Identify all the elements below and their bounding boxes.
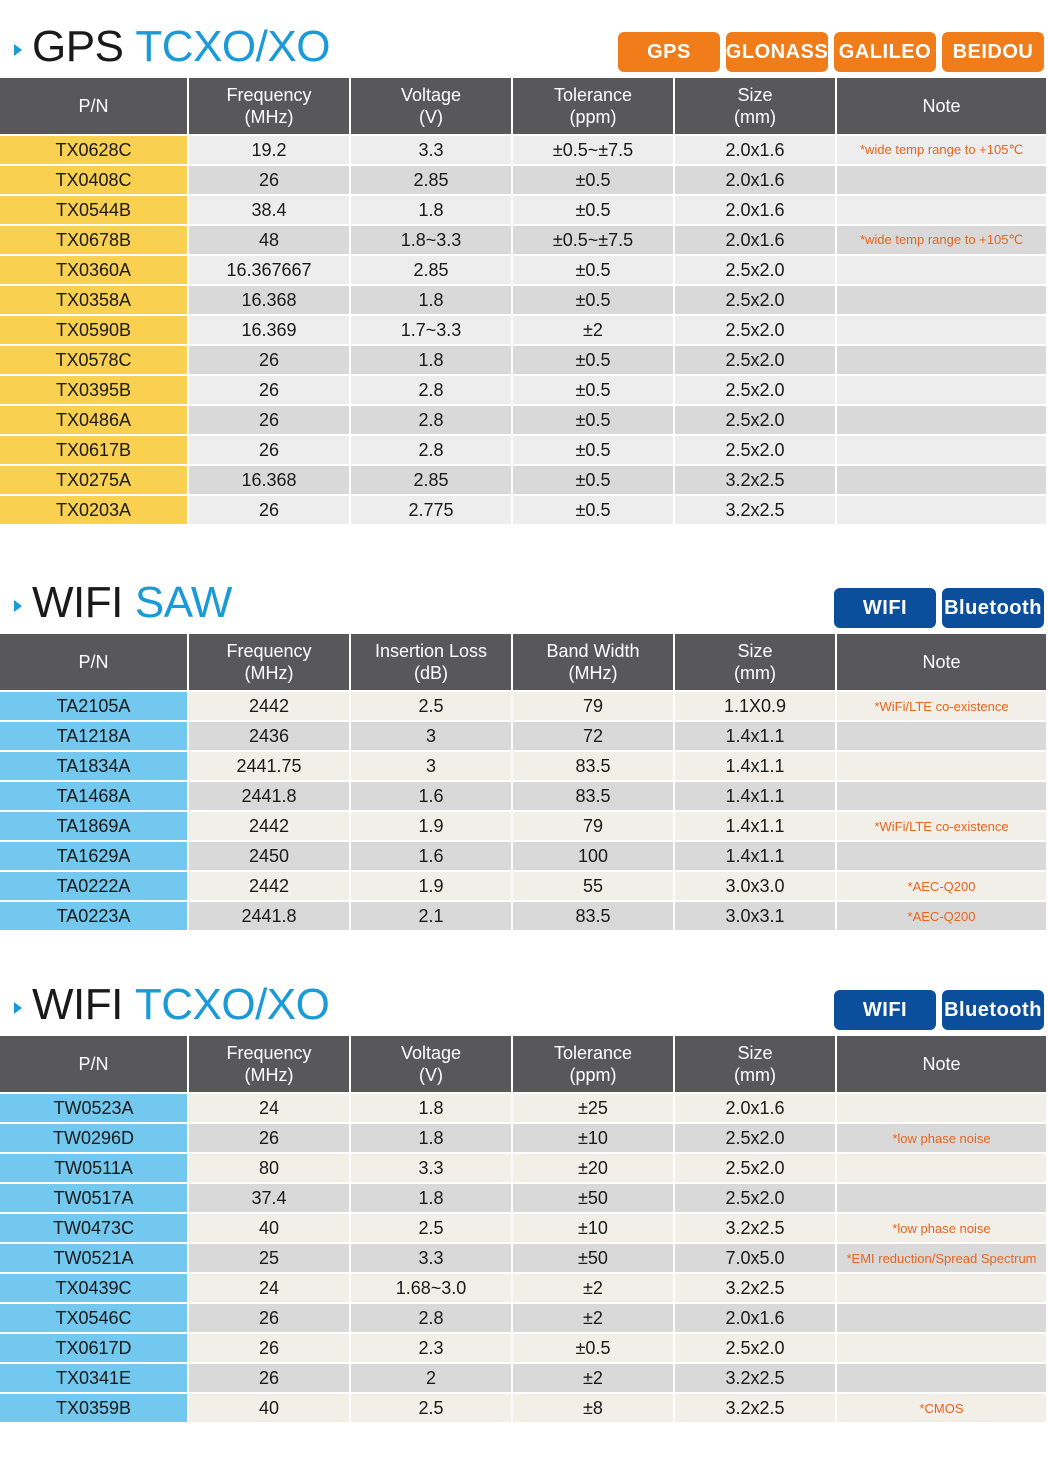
- cell-size: 1.4x1.1: [674, 751, 836, 781]
- cell-frequency: 2450: [188, 841, 350, 871]
- cell-col4: ±2: [512, 1363, 674, 1393]
- cell-note: [836, 1333, 1046, 1363]
- caret-right-icon: [14, 600, 22, 612]
- section-title: WIFI TCXO/XO: [14, 980, 329, 1030]
- cell-col3: 2.8: [350, 1303, 512, 1333]
- table-row: [0, 811, 1046, 841]
- cell-note: [836, 435, 1046, 465]
- table-row: [0, 691, 1046, 721]
- cell-pn: TX0439C: [0, 1273, 188, 1303]
- cell-frequency: 16.367667: [188, 255, 350, 285]
- header-size: Size (mm): [674, 78, 836, 135]
- cell-pn: TX0678B: [0, 225, 188, 255]
- cell-pn: TW0511A: [0, 1153, 188, 1183]
- cell-col3: 1.68~3.0: [350, 1273, 512, 1303]
- cell-frequency: 26: [188, 435, 350, 465]
- cell-note: *AEC-Q200: [836, 871, 1046, 901]
- tag-wifi: WIFI: [834, 990, 936, 1030]
- cell-pn: TX0486A: [0, 405, 188, 435]
- cell-frequency: 26: [188, 1123, 350, 1153]
- cell-frequency: 26: [188, 1303, 350, 1333]
- cell-size: 3.2x2.5: [674, 465, 836, 495]
- cell-note: [836, 165, 1046, 195]
- cell-size: 7.0x5.0: [674, 1243, 836, 1273]
- header-frequency: Frequency (MHz): [188, 1036, 350, 1093]
- header-size: Size (mm): [674, 1036, 836, 1093]
- header-note: Note: [836, 1036, 1046, 1093]
- wifi-saw-table: [0, 634, 1046, 932]
- cell-size: 2.5x2.0: [674, 1123, 836, 1153]
- cell-pn: TA1629A: [0, 841, 188, 871]
- cell-frequency: 80: [188, 1153, 350, 1183]
- tag-galileo: GALILEO: [834, 32, 936, 72]
- cell-col3: 1.6: [350, 841, 512, 871]
- cell-col3: 1.6: [350, 781, 512, 811]
- cell-frequency: 24: [188, 1093, 350, 1123]
- cell-col4: ±50: [512, 1183, 674, 1213]
- header-col3: Voltage (V): [350, 1036, 512, 1093]
- cell-size: 3.2x2.5: [674, 1273, 836, 1303]
- cell-note: [836, 1183, 1046, 1213]
- cell-note: *AEC-Q200: [836, 901, 1046, 931]
- cell-pn: TW0521A: [0, 1243, 188, 1273]
- cell-frequency: 38.4: [188, 195, 350, 225]
- cell-pn: TX0628C: [0, 135, 188, 165]
- cell-pn: TA1869A: [0, 811, 188, 841]
- cell-col4: ±2: [512, 1273, 674, 1303]
- cell-frequency: 26: [188, 495, 350, 525]
- cell-col3: 1.8: [350, 345, 512, 375]
- cell-col3: 3: [350, 751, 512, 781]
- section-title: GPS TCXO/XO: [14, 22, 330, 72]
- table-row: [0, 465, 1046, 495]
- cell-frequency: 19.2: [188, 135, 350, 165]
- table-row: [0, 1393, 1046, 1423]
- caret-right-icon: [14, 44, 22, 56]
- cell-note: *WiFi/LTE co-existence: [836, 691, 1046, 721]
- cell-note: [836, 405, 1046, 435]
- cell-col4: ±0.5: [512, 435, 674, 465]
- cell-pn: TA0223A: [0, 901, 188, 931]
- cell-col3: 1.9: [350, 811, 512, 841]
- cell-note: [836, 345, 1046, 375]
- table-row: [0, 841, 1046, 871]
- cell-col4: 100: [512, 841, 674, 871]
- table-row: [0, 495, 1046, 525]
- cell-size: 2.5x2.0: [674, 1183, 836, 1213]
- cell-size: 1.4x1.1: [674, 781, 836, 811]
- cell-size: 1.4x1.1: [674, 811, 836, 841]
- cell-note: [836, 1153, 1046, 1183]
- cell-size: 2.0x1.6: [674, 1093, 836, 1123]
- table-row: [0, 1273, 1046, 1303]
- cell-size: 2.5x2.0: [674, 1333, 836, 1363]
- cell-frequency: 2441.8: [188, 781, 350, 811]
- cell-col3: 1.7~3.3: [350, 315, 512, 345]
- cell-col4: ±0.5~±7.5: [512, 135, 674, 165]
- header-col3: Voltage (V): [350, 78, 512, 135]
- header-note: Note: [836, 78, 1046, 135]
- table-row: [0, 1093, 1046, 1123]
- header-col3: Insertion Loss (dB): [350, 634, 512, 691]
- cell-size: 1.1X0.9: [674, 691, 836, 721]
- wifi-tcxo-table: [0, 1036, 1046, 1424]
- cell-note: [836, 721, 1046, 751]
- cell-size: 1.4x1.1: [674, 721, 836, 751]
- cell-col4: ±20: [512, 1153, 674, 1183]
- cell-pn: TA2105A: [0, 691, 188, 721]
- cell-col4: ±0.5: [512, 255, 674, 285]
- cell-col4: ±10: [512, 1213, 674, 1243]
- cell-pn: TX0617B: [0, 435, 188, 465]
- table-row: [0, 1303, 1046, 1333]
- cell-pn: TX0617D: [0, 1333, 188, 1363]
- cell-pn: TX0341E: [0, 1363, 188, 1393]
- cell-pn: TA0222A: [0, 871, 188, 901]
- cell-col3: 3.3: [350, 135, 512, 165]
- wireless-tags: [834, 588, 1044, 628]
- cell-note: [836, 1273, 1046, 1303]
- cell-col3: 2.85: [350, 465, 512, 495]
- cell-frequency: 2442: [188, 871, 350, 901]
- cell-col3: 1.8: [350, 1183, 512, 1213]
- cell-size: 1.4x1.1: [674, 841, 836, 871]
- table-row: [0, 1363, 1046, 1393]
- cell-size: 2.0x1.6: [674, 165, 836, 195]
- cell-pn: TW0473C: [0, 1213, 188, 1243]
- cell-note: *low phase noise: [836, 1123, 1046, 1153]
- cell-size: 3.2x2.5: [674, 1393, 836, 1423]
- cell-frequency: 16.368: [188, 465, 350, 495]
- cell-col3: 2.5: [350, 691, 512, 721]
- table-header-row: [0, 634, 1046, 691]
- tag-bluetooth: Bluetooth: [942, 990, 1044, 1030]
- table-header-row: [0, 78, 1046, 135]
- cell-frequency: 26: [188, 165, 350, 195]
- cell-col3: 1.8~3.3: [350, 225, 512, 255]
- cell-pn: TA1468A: [0, 781, 188, 811]
- wireless-tags: [834, 990, 1044, 1030]
- cell-note: [836, 841, 1046, 871]
- cell-note: [836, 315, 1046, 345]
- cell-col4: 79: [512, 811, 674, 841]
- cell-size: 3.0x3.0: [674, 871, 836, 901]
- cell-col3: 3.3: [350, 1153, 512, 1183]
- header-col4: Band Width (MHz): [512, 634, 674, 691]
- cell-pn: TX0546C: [0, 1303, 188, 1333]
- table-header-row: [0, 1036, 1046, 1093]
- cell-col3: 2: [350, 1363, 512, 1393]
- cell-frequency: 25: [188, 1243, 350, 1273]
- cell-pn: TX0203A: [0, 495, 188, 525]
- cell-size: 2.5x2.0: [674, 405, 836, 435]
- cell-col4: ±0.5: [512, 465, 674, 495]
- cell-size: 3.2x2.5: [674, 495, 836, 525]
- tag-wifi: WIFI: [834, 588, 936, 628]
- cell-col4: ±0.5: [512, 1333, 674, 1363]
- cell-col3: 2.85: [350, 165, 512, 195]
- cell-pn: TX0590B: [0, 315, 188, 345]
- cell-col4: ±50: [512, 1243, 674, 1273]
- cell-col3: 2.85: [350, 255, 512, 285]
- cell-pn: TW0517A: [0, 1183, 188, 1213]
- cell-col3: 2.5: [350, 1393, 512, 1423]
- cell-col4: ±0.5: [512, 405, 674, 435]
- cell-size: 2.0x1.6: [674, 1303, 836, 1333]
- table-row: [0, 781, 1046, 811]
- cell-frequency: 40: [188, 1393, 350, 1423]
- cell-frequency: 40: [188, 1213, 350, 1243]
- table-row: [0, 345, 1046, 375]
- cell-col3: 2.5: [350, 1213, 512, 1243]
- caret-right-icon: [14, 1002, 22, 1014]
- cell-note: [836, 751, 1046, 781]
- cell-size: 3.2x2.5: [674, 1363, 836, 1393]
- cell-size: 2.5x2.0: [674, 345, 836, 375]
- cell-pn: TA1218A: [0, 721, 188, 751]
- header-note: Note: [836, 634, 1046, 691]
- header-frequency: Frequency (MHz): [188, 78, 350, 135]
- cell-pn: TX0408C: [0, 165, 188, 195]
- cell-frequency: 2441.8: [188, 901, 350, 931]
- table-row: [0, 871, 1046, 901]
- cell-col3: 2.8: [350, 435, 512, 465]
- cell-frequency: 26: [188, 345, 350, 375]
- cell-note: [836, 255, 1046, 285]
- tag-glonass: GLONASS: [726, 32, 828, 72]
- table-row: [0, 225, 1046, 255]
- cell-size: 2.0x1.6: [674, 135, 836, 165]
- table-row: [0, 1333, 1046, 1363]
- cell-col4: ±2: [512, 315, 674, 345]
- cell-frequency: 16.368: [188, 285, 350, 315]
- header-frequency: Frequency (MHz): [188, 634, 350, 691]
- cell-col4: 55: [512, 871, 674, 901]
- cell-col4: 72: [512, 721, 674, 751]
- cell-pn: TX0360A: [0, 255, 188, 285]
- cell-col4: 83.5: [512, 781, 674, 811]
- tag-bluetooth: Bluetooth: [942, 588, 1044, 628]
- cell-note: *wide temp range to +105℃: [836, 135, 1046, 165]
- cell-col4: ±0.5: [512, 285, 674, 315]
- cell-pn: TA1834A: [0, 751, 188, 781]
- cell-col3: 2.8: [350, 375, 512, 405]
- cell-frequency: 48: [188, 225, 350, 255]
- table-row: [0, 135, 1046, 165]
- cell-col4: ±0.5: [512, 345, 674, 375]
- cell-note: [836, 1303, 1046, 1333]
- cell-note: [836, 375, 1046, 405]
- cell-pn: TX0395B: [0, 375, 188, 405]
- cell-size: 2.5x2.0: [674, 315, 836, 345]
- cell-col4: ±25: [512, 1093, 674, 1123]
- cell-col3: 2.3: [350, 1333, 512, 1363]
- table-row: [0, 195, 1046, 225]
- cell-frequency: 37.4: [188, 1183, 350, 1213]
- cell-note: *low phase noise: [836, 1213, 1046, 1243]
- cell-frequency: 16.369: [188, 315, 350, 345]
- header-pn: P/N: [0, 78, 188, 135]
- cell-col4: 79: [512, 691, 674, 721]
- cell-frequency: 2441.75: [188, 751, 350, 781]
- table-row: [0, 375, 1046, 405]
- cell-note: *WiFi/LTE co-existence: [836, 811, 1046, 841]
- cell-col3: 2.1: [350, 901, 512, 931]
- cell-frequency: 26: [188, 375, 350, 405]
- cell-size: 2.5x2.0: [674, 375, 836, 405]
- cell-col3: 3.3: [350, 1243, 512, 1273]
- cell-frequency: 2442: [188, 691, 350, 721]
- header-pn: P/N: [0, 634, 188, 691]
- cell-col4: ±0.5: [512, 195, 674, 225]
- header-col4: Tolerance (ppm): [512, 78, 674, 135]
- cell-size: 2.5x2.0: [674, 285, 836, 315]
- cell-col4: ±0.5~±7.5: [512, 225, 674, 255]
- table-row: [0, 901, 1046, 931]
- gps-table: [0, 78, 1046, 526]
- cell-size: 2.0x1.6: [674, 225, 836, 255]
- cell-frequency: 2436: [188, 721, 350, 751]
- cell-col4: ±8: [512, 1393, 674, 1423]
- cell-col3: 1.9: [350, 871, 512, 901]
- cell-col4: ±10: [512, 1123, 674, 1153]
- table-row: [0, 255, 1046, 285]
- table-row: [0, 315, 1046, 345]
- header-size: Size (mm): [674, 634, 836, 691]
- cell-size: 2.5x2.0: [674, 435, 836, 465]
- header-pn: P/N: [0, 1036, 188, 1093]
- table-row: [0, 721, 1046, 751]
- table-row: [0, 285, 1046, 315]
- cell-col4: 83.5: [512, 901, 674, 931]
- cell-note: *wide temp range to +105℃: [836, 225, 1046, 255]
- cell-col3: 1.8: [350, 285, 512, 315]
- header-col4: Tolerance (ppm): [512, 1036, 674, 1093]
- cell-col4: ±0.5: [512, 375, 674, 405]
- cell-col3: 2.8: [350, 405, 512, 435]
- table-row: [0, 1123, 1046, 1153]
- cell-note: *CMOS: [836, 1393, 1046, 1423]
- cell-note: *EMI reduction/Spread Spectrum: [836, 1243, 1046, 1273]
- gnss-tags: [618, 32, 1044, 72]
- table-row: [0, 405, 1046, 435]
- cell-col4: 83.5: [512, 751, 674, 781]
- cell-note: [836, 195, 1046, 225]
- cell-frequency: 26: [188, 405, 350, 435]
- cell-col3: 2.775: [350, 495, 512, 525]
- table-row: [0, 1213, 1046, 1243]
- cell-pn: TW0523A: [0, 1093, 188, 1123]
- cell-frequency: 24: [188, 1273, 350, 1303]
- cell-col3: 1.8: [350, 1123, 512, 1153]
- cell-pn: TW0296D: [0, 1123, 188, 1153]
- cell-frequency: 2442: [188, 811, 350, 841]
- tag-beidou: BEIDOU: [942, 32, 1044, 72]
- cell-size: 3.0x3.1: [674, 901, 836, 931]
- cell-col3: 1.8: [350, 195, 512, 225]
- cell-note: [836, 285, 1046, 315]
- cell-note: [836, 1093, 1046, 1123]
- table-row: [0, 751, 1046, 781]
- cell-note: [836, 495, 1046, 525]
- cell-size: 3.2x2.5: [674, 1213, 836, 1243]
- cell-note: [836, 465, 1046, 495]
- cell-col4: ±0.5: [512, 165, 674, 195]
- cell-pn: TX0358A: [0, 285, 188, 315]
- table-row: [0, 1153, 1046, 1183]
- cell-col4: ±2: [512, 1303, 674, 1333]
- cell-pn: TX0578C: [0, 345, 188, 375]
- cell-pn: TX0359B: [0, 1393, 188, 1423]
- cell-frequency: 26: [188, 1333, 350, 1363]
- cell-col3: 1.8: [350, 1093, 512, 1123]
- table-row: [0, 165, 1046, 195]
- cell-pn: TX0544B: [0, 195, 188, 225]
- cell-frequency: 26: [188, 1363, 350, 1393]
- section-title: WIFI SAW: [14, 578, 232, 628]
- cell-pn: TX0275A: [0, 465, 188, 495]
- table-row: [0, 435, 1046, 465]
- cell-size: 2.5x2.0: [674, 255, 836, 285]
- cell-note: [836, 781, 1046, 811]
- cell-note: [836, 1363, 1046, 1393]
- cell-size: 2.5x2.0: [674, 1153, 836, 1183]
- cell-size: 2.0x1.6: [674, 195, 836, 225]
- cell-col4: ±0.5: [512, 495, 674, 525]
- tag-gps: GPS: [618, 32, 720, 72]
- table-row: [0, 1183, 1046, 1213]
- table-row: [0, 1243, 1046, 1273]
- cell-col3: 3: [350, 721, 512, 751]
